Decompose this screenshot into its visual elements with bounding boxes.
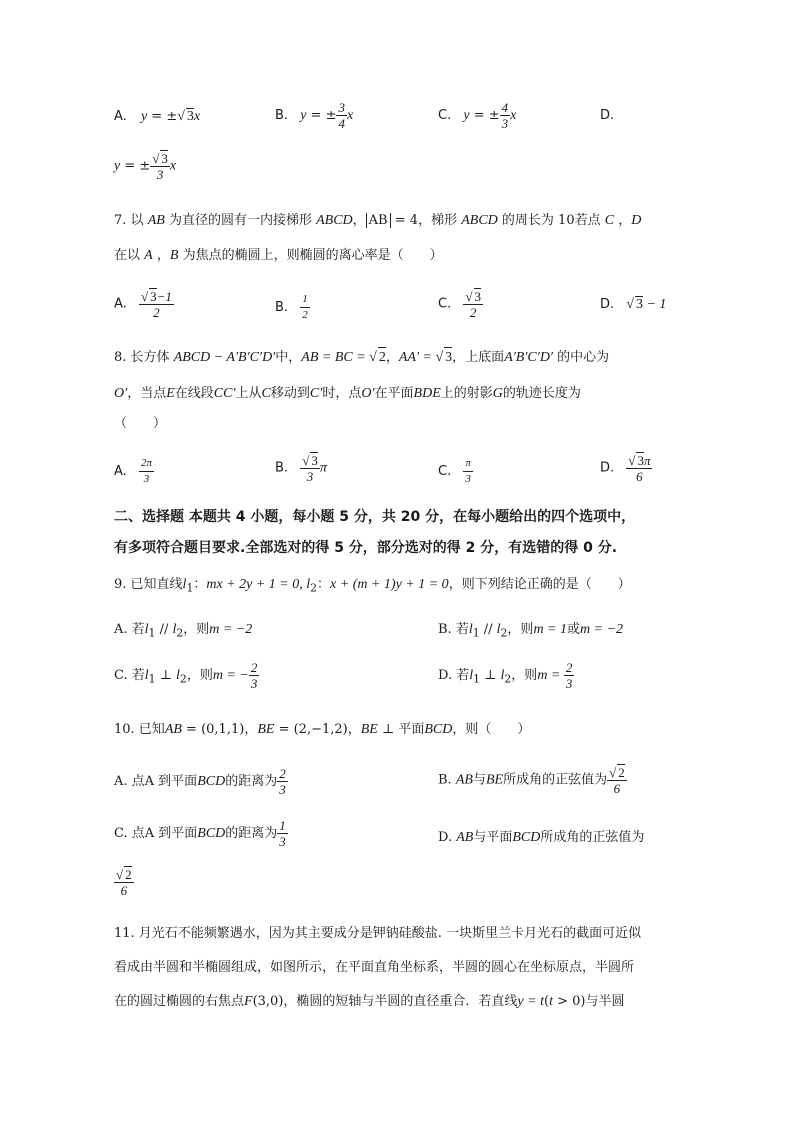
q8-stem-line3: （ ） [114, 416, 167, 431]
q9-option-a: A. 若$l_1 // l_2$，则m = −2 [114, 622, 253, 640]
q6-option-a: A. y = ±√ 3x [114, 108, 200, 125]
q10-option-d: D. AB与平面BCD所成角的正弦值为 [438, 830, 645, 845]
q8-stem-line2: O′，当点E在线段CC′上从C移动到C′时，点O′在平面BDE上的射影G的轨迹长度为 [114, 386, 581, 401]
q10-option-c: C. 点A 到平面BCD的距离为 $\frac{1}{3}$ [114, 818, 286, 849]
q7-option-c: C. √ $\frac{3}{2}$ [438, 288, 483, 320]
q10-option-b: B. AB与BE所成角的正弦值为 √ $\frac{2}{6}$ [438, 764, 627, 796]
section2-heading-line1: 二、选择题 本题共 4 小题，每小题 5 分，共 20 分，在每小题给出的四个选项中， [114, 509, 636, 525]
q7-option-b: B. $\frac{1}{2}$ [275, 293, 308, 321]
q7-stem-line2: 在以 A ，B 为焦点的椭圆上，则椭圆的离心率是（ ） [114, 248, 443, 263]
q8-option-a: A. $\frac{2\pi}{3}$ [114, 457, 152, 485]
q6-option-d-label: D. [600, 108, 615, 123]
q10-option-d-value: √ $\frac{2}{6}$ [114, 866, 134, 898]
q9-stem: 9. 已知直线$l_1$：mx + 2y + 1 = 0, $l_2$：x + (m + 1)y + 1 = 0，则下列结论正确的是（ ） [114, 577, 631, 595]
q10-option-a: A. 点A 到平面BCD的距离为 $\frac{2}{3}$ [114, 766, 286, 797]
q10-stem: 10. 已知AB = (0,1,1)，BE = (2,−1,2)，BE ⊥ 平面BCD，则（ ） [114, 722, 531, 737]
q11-stem-line3: 在的圆过椭圆的右焦点F(3,0)，椭圆的短轴与半圆的直径重合．若直线y = t(t > 0)与半圆 [114, 994, 625, 1009]
q9-option-b: B. 若$l_1 // l_2$，则m = 1或m = −2 [438, 622, 624, 640]
q7-stem-line1: 7. 以 AB 为直径的圆有一内接梯形 ABCD， AB = 4，梯形 ABCD 的周长为 10若点 C ，D [114, 213, 642, 228]
q8-option-b: B. √ $\frac{3}{3}$ π [275, 452, 327, 484]
q8-stem-line1: 8. 长方体 ABCD − A′B′C′D′中，AB = BC = √ 2，AA′ = √ 3，上底面A′B′C′D′ 的中心为 [114, 347, 684, 368]
q11-stem-line1: 11. 月光石不能频繁遇水，因为其主要成分是钾钠硅酸盐. 一块斯里兰卡月光石的截面可近似 [114, 926, 642, 941]
q6-option-d-expr: y = ± √ $\frac{3}{3}$ x [114, 150, 176, 182]
q7-option-d: D. √ 3 − 1 [600, 296, 666, 313]
q11-stem-line2: 看成由半圆和半椭圆组成，如图所示，在平面直角坐标系，半圆的圆心在坐标原点，半圆所 [114, 960, 635, 975]
q6-option-c: C. y = ± $\frac{4}{3}$ x [438, 100, 517, 131]
q9-option-c: C. 若$l_1$ ⊥ $l_2$，则m = − $\frac{2}{3}$ [114, 660, 258, 691]
q9-option-d: D. 若$l_1$ ⊥ $l_2$，则m = $\frac{2}{3}$ [438, 660, 573, 691]
q8-option-d: D. √ $\frac{3\pi}{6}$ [600, 452, 652, 484]
q8-option-c: C. $\frac{\pi}{3}$ [438, 457, 471, 485]
q6-option-b: B. y = ± $\frac{3}{4}$ x [275, 100, 354, 131]
section2-heading-line2: 有多项符合题目要求.全部选对的得 5 分，部分选对的得 2 分，有选错的得 0 分. [114, 540, 618, 556]
q7-option-a: A. √ $\frac{3-1}{2}$ [114, 288, 174, 320]
